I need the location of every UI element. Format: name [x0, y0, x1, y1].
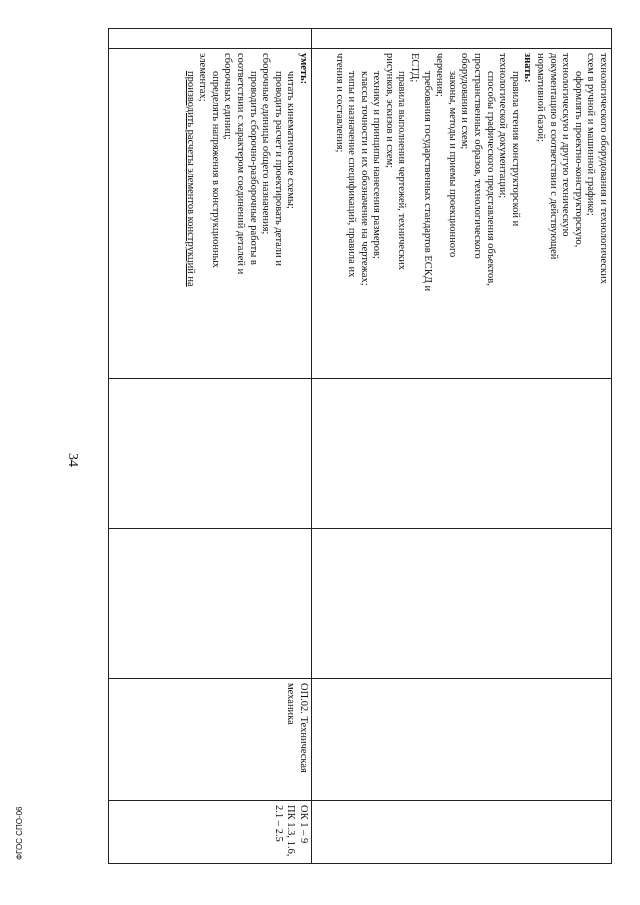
text-line: пространственных образов, технологического — [472, 53, 484, 259]
text-line: типы и назначение спецификаций, правила их — [346, 71, 358, 278]
text-line: оборудования и схем; — [459, 53, 471, 150]
text-line: оформлять проектно-конструкторскую, — [572, 71, 584, 248]
requirements-cell — [109, 49, 312, 379]
discipline-cell — [312, 679, 612, 801]
text-line: технологическую и другую техническую — [560, 53, 572, 237]
index-cell — [312, 29, 612, 49]
page-number: 34 — [65, 453, 80, 467]
section-heading-know: знать: — [522, 53, 534, 83]
text-line: требования государственных стандартов ЕСКД и — [421, 71, 433, 292]
text-line: рисунков, эскизов и схем; — [383, 53, 395, 169]
text-line: читать кинематические схемы; — [285, 71, 297, 209]
index-cell — [109, 29, 312, 49]
table-row — [109, 29, 312, 864]
requirements-cell — [312, 49, 612, 379]
text-line: проводить расчет и проектировать детали и — [272, 71, 284, 267]
text-line: схем в ручной и машинной графике; — [585, 53, 597, 216]
text-line: сборочных единиц; — [222, 53, 234, 140]
text-line: классы точности и их обозначение на чертежах; — [358, 71, 370, 286]
text-line: технологического оборудования и технологических — [598, 53, 609, 284]
text-line: производить расчеты элементов конструкций на — [184, 71, 196, 287]
competences-cell — [312, 801, 612, 864]
text-line: способы графического представления объектов, — [484, 71, 496, 286]
text-line: соответствии с характером соединений деталей и — [235, 53, 247, 275]
text-line: проводить сборочно-разборочные работы в — [247, 71, 259, 265]
empty-cell — [109, 529, 312, 679]
table-frame — [108, 28, 612, 864]
text-line: определять напряжения в конструкционных — [209, 71, 221, 268]
table-row — [312, 29, 612, 864]
text-line: документацию в соответствии с действующей — [547, 53, 559, 260]
text-line: законы, методы и приемы проекционного — [446, 71, 458, 258]
text-line: ЕСТД; — [409, 53, 421, 83]
empty-cell — [109, 379, 312, 529]
footer-label: ФГОС СПО-06 — [15, 806, 24, 860]
discipline-cell: ОП.02. Техническая механика — [109, 679, 312, 801]
text-line: технологической документации; — [497, 53, 509, 199]
section-heading-can: уметь: — [298, 53, 309, 85]
text-line: правила чтения конструкторской и — [509, 71, 521, 227]
empty-cell — [312, 379, 612, 529]
text-line: черчения; — [434, 53, 446, 97]
text-line: чтения и составления; — [333, 53, 345, 153]
competences-cell: ОК 1 – 9 ПК 1.3, 1.6, 2.1 – 2.5 — [109, 801, 312, 864]
competence-table — [108, 28, 612, 864]
text-line: элементах; — [197, 53, 209, 102]
text-line: нормативной базой; — [535, 53, 547, 143]
text-line: правила выполнения чертежей, технических — [396, 71, 408, 270]
text-line: технику и принципы нанесения размеров; — [371, 71, 383, 259]
text-line: сборочные единицы общего назначения; — [260, 53, 272, 235]
empty-cell — [312, 529, 612, 679]
